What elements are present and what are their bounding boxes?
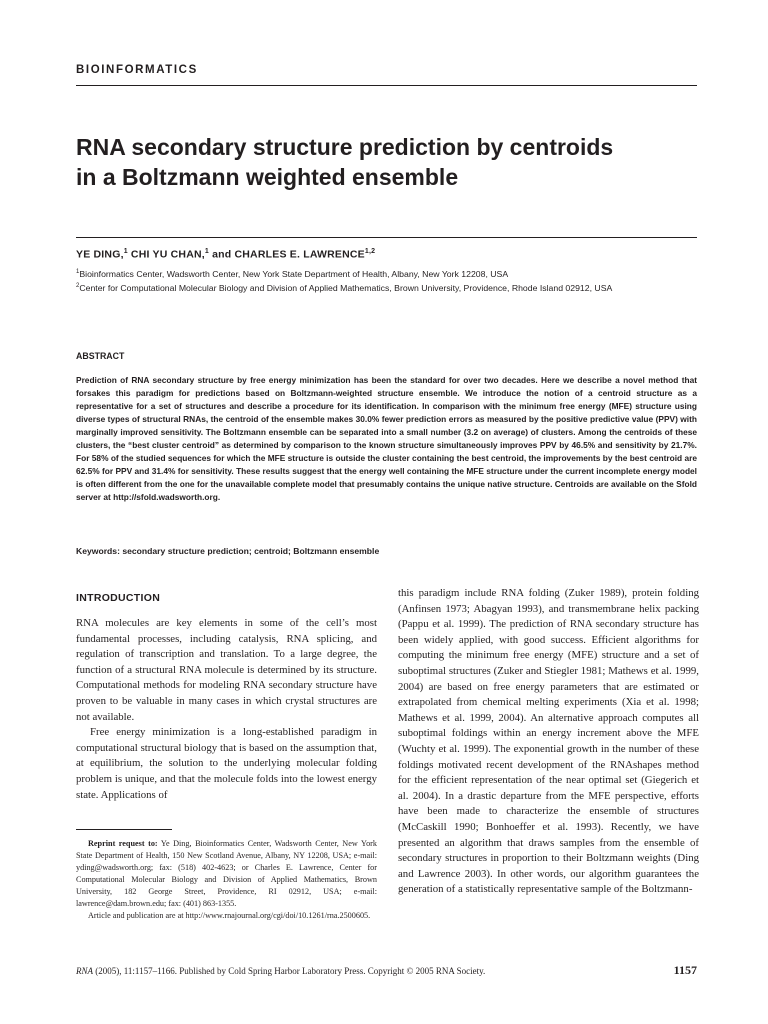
affiliation-text: Bioinformatics Center, Wadsworth Center, New York State Department of Health, Albany, New York 12208, USA <box>79 268 509 279</box>
author-affiliation-mark: 1,2 <box>364 248 376 255</box>
introduction-heading: INTRODUCTION <box>76 592 161 604</box>
right-column <box>398 586 699 898</box>
page-number: 1157 <box>673 963 697 977</box>
affiliation-mark: 1 <box>76 269 80 275</box>
footnote-text: Ye Ding, Bioinformatics Center, Wadsworth Center, New York State Department of Health, 150 New Scotland Avenue, Albany, NY 12208, USA; e-mail: yding@wadsworth.org; fax: (518) 402-4623; or Charles E. Lawrence, Center for Computational Molecular Biology and Division of Applied Mathematics, Brown University, 182 George Street, Providence, RI 02912, USA; e-mail: lawrence@dam.brown.edu; fax: (401) 863-1355. <box>76 839 377 908</box>
left-column <box>76 586 377 803</box>
journal-name: RNA <box>76 966 93 976</box>
body-paragraph: RNA molecules are key elements in some of the cell’s most fundamental processes, including catalysis, RNA splicing, and regulation of transcription and translation. To a large degree, the function of a structural RNA molecule is determined by its structure. Computational methods for modeling RNA secondary structure have proven to be valuable in many cases in which crystal structures are not available. <box>76 617 377 723</box>
paper-title <box>76 132 697 192</box>
citation-line: (2005), 11:1157–1166. Published by Cold Spring Harbor Laboratory Press. Copyright © 2005 RNA Society. <box>93 966 486 976</box>
header-rule <box>76 85 697 86</box>
author-affiliation-mark: 1 <box>123 248 128 255</box>
article-doi-note: Article and publication are at http://www.rnajournal.org/cgi/doi/10.1261/rna.2500605. <box>88 911 371 920</box>
affiliation-mark: 2 <box>76 282 80 289</box>
author-name: YE DING, <box>76 248 124 261</box>
author-affiliation-mark: 1 <box>204 248 209 255</box>
reprint-footnote <box>76 838 377 922</box>
footnote-rule <box>76 829 172 830</box>
body-paragraph: Free energy minimization is a long-established paradigm in computational structural biology that is based on the assumption that, at equilibrium, the solution to the underlying molecular folding problem is unique, and that the molecule folds into the lowest energy state. Applications of <box>76 726 377 801</box>
footnote-label: Reprint request to: <box>88 839 158 848</box>
author-name: and CHARLES E. LAWRENCE <box>212 248 365 261</box>
title-line-1: RNA secondary structure prediction by centroids <box>76 134 614 160</box>
affiliation-1 <box>76 266 697 280</box>
abstract-heading: ABSTRACT <box>76 351 125 361</box>
author-name: CHI YU CHAN, <box>130 248 205 261</box>
body-paragraph: this paradigm include RNA folding (Zuker 1989), protein folding (Anfinsen 1973; Abagyan 1993), and transmembrane helix packing (Pappu et al. 1999). The prediction of RNA secondary structure has been widely applied, with good success. Efficient algorithms for computing the minimum free energy (MFE) structure and a set of suboptimal structures (Zuker and Stiegler 1981; Mathews et al. 1999, 2004) are based on free energy parameters that are estimated or extrapolated from chemical melting experiments (Xia et al. 1998; Mathews et al. 1999, 2004). An alternative approach computes all suboptimal foldings within an energy increment above the MFE (Wuchty et al. 1999). The exponential growth in the number of these foldings motivated recent development of the RNAshapes method for the efficient representation of the near optimal set (Giegerich et al. 2004). In a drastic departure from the MFE perspective, efforts have been made to characterize the ensemble of structures (McCaskill 1990; Bonhoeffer et al. 1993). Recently, we have presented an algorithm that draws samples from the ensemble of secondary structures in proportion to their Boltzmann weights (Ding and Lawrence 2003). In other words, our algorithm guarantees the generation of a statistically representative sample of the Boltzmann- <box>398 587 699 896</box>
title-line-2: in a Boltzmann weighted ensemble <box>76 164 459 190</box>
page-footer <box>76 966 697 976</box>
affiliation-text: Center for Computational Molecular Biology and Division of Applied Mathematics, Brown University, Providence, Rhode Island 02912, USA <box>79 282 613 293</box>
journal-section-label: BIOINFORMATICS <box>76 64 198 76</box>
affiliations <box>76 266 697 294</box>
author-list <box>76 248 697 261</box>
keywords: Keywords: secondary structure prediction; centroid; Boltzmann ensemble <box>76 546 380 556</box>
title-rule <box>76 237 697 238</box>
abstract-body: Prediction of RNA secondary structure by free energy minimization has been the standard for over two decades. Here we describe a novel method that forsakes this paradigm for predictions based on Boltzmann-weighted structure ensemble. We introduce the notion of a centroid structure as a representative for a set of structures and describe a procedure for its identification. In comparison with the minimum free energy (MFE) structure using diverse types of structural RNAs, the centroid of the ensemble makes 30.0% fewer prediction errors as measured by the positive predictive value (PPV) with marginally improved sensitivity. The Boltzmann ensemble can be separated into a small number (3.2 on average) of clusters. Among the centroids of these clusters, the “best cluster centroid” as determined by comparison to the known structure simultaneously improves PPV by 46.5% and sensitivity by 21.7%. For 58% of the studied sequences for which the MFE structure is outside the cluster containing the best centroid, the improvements by the best centroid are 62.5% for PPV and 31.4% for sensitivity. These results suggest that the energy well containing the MFE structure under the current incomplete energy model is often different from the one for the unavailable complete model that presumably contains the unique native structure. Centroids are available on the Sfold server at http://sfold.wadsworth.org. <box>76 375 697 503</box>
affiliation-2 <box>76 280 697 294</box>
